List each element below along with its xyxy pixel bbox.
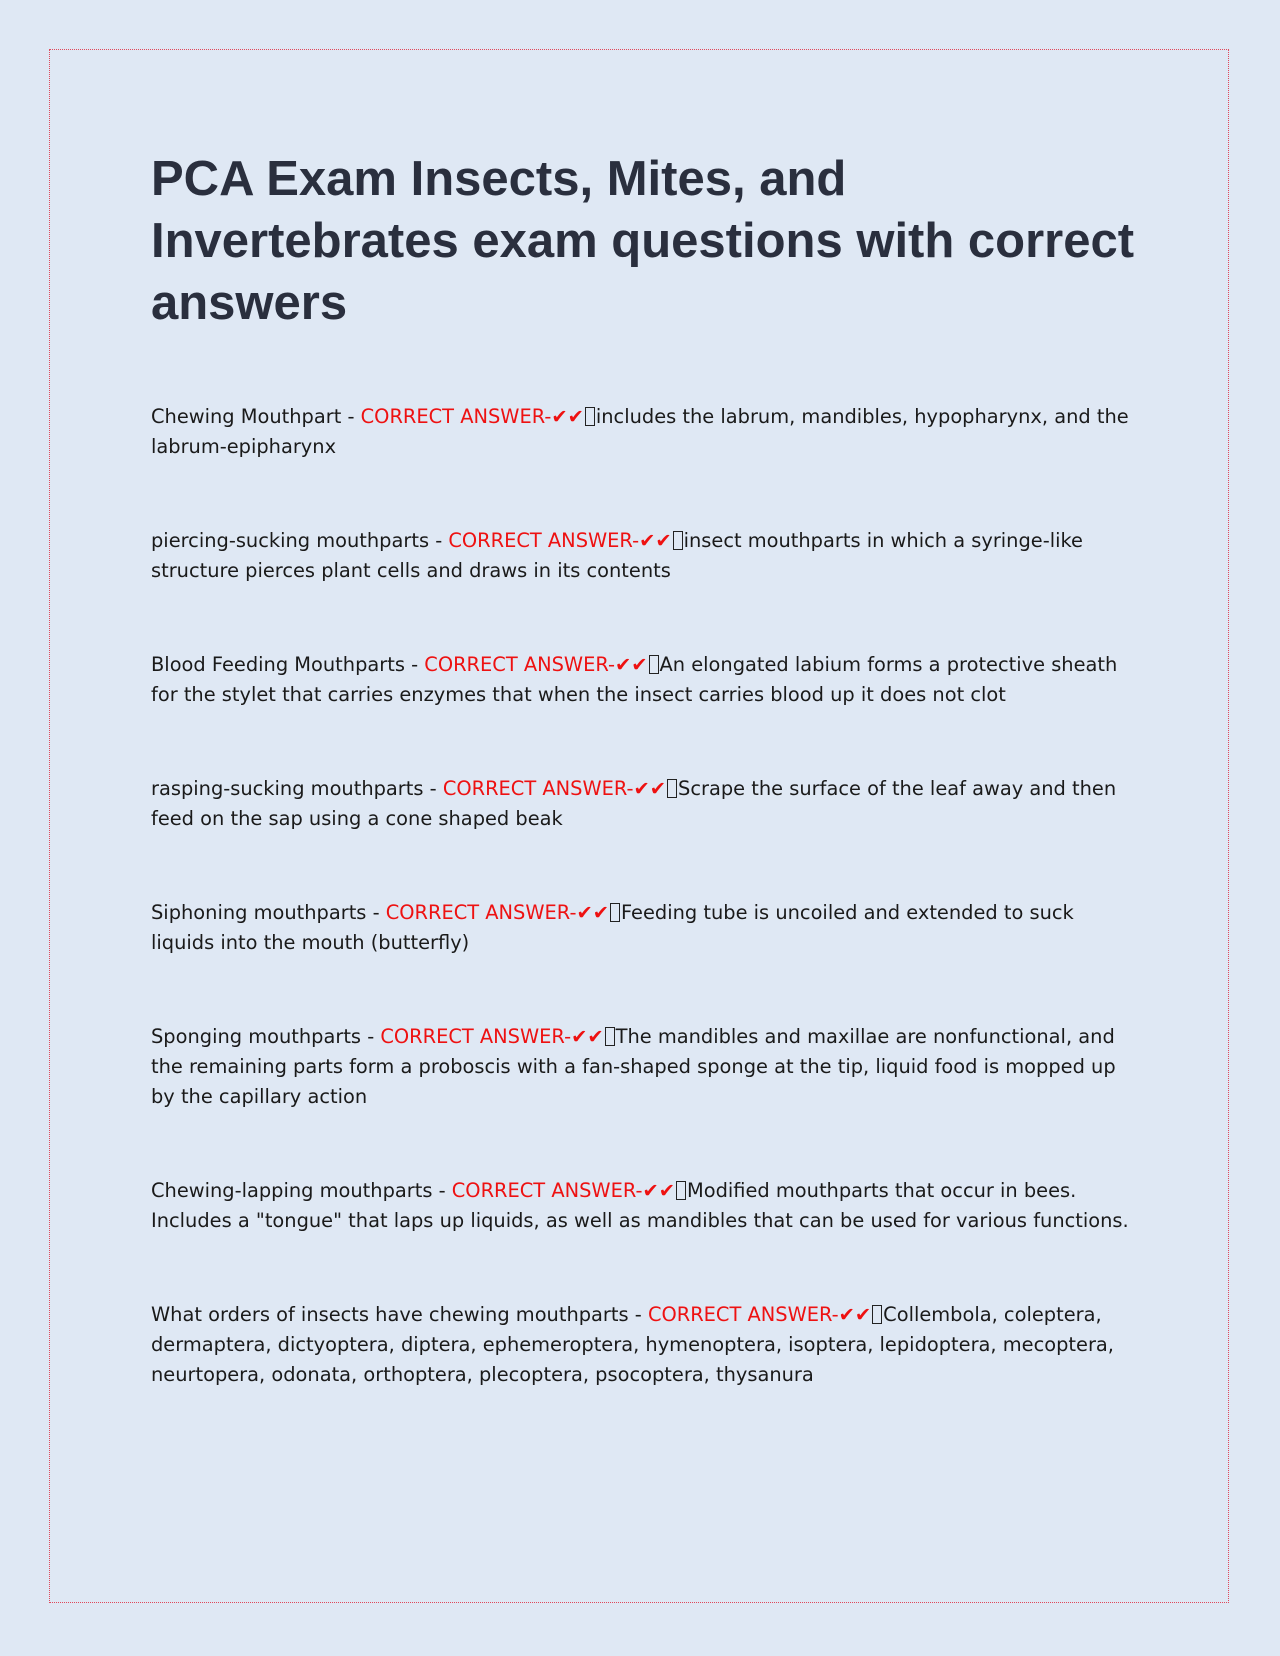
question-text: Siphoning mouthparts -: [151, 901, 386, 924]
qa-item: [151, 1176, 1136, 1236]
answer-text: Collembola, coleptera, dermaptera, dictyoptera, diptera, ephemeroptera, hymenoptera, isoptera, lepidoptera, mecoptera, neurtopera, odonata, orthoptera, plecoptera, psocoptera, thysanura: [151, 1303, 1114, 1386]
document-content: [151, 148, 1136, 1454]
missing-glyph-icon: [610, 903, 620, 922]
question-text: Sponging mouthparts -: [151, 1025, 381, 1048]
missing-glyph-icon: [676, 1181, 686, 1200]
correct-answer-label: CORRECT ANSWER-✔✔: [360, 405, 584, 428]
answer-text: An elongated labium forms a protective sheath for the stylet that carries enzymes that when the insect carries blood up it does not clot: [151, 653, 1118, 706]
missing-glyph-icon: [605, 1027, 615, 1046]
qa-item: [151, 1022, 1136, 1112]
missing-glyph-icon: [649, 655, 659, 674]
answer-text: includes the labrum, mandibles, hypopharynx, and the labrum-epipharynx: [151, 405, 1129, 458]
correct-answer-label: CORRECT ANSWER-✔✔: [442, 777, 667, 800]
missing-glyph-icon: [667, 779, 677, 798]
missing-glyph-icon: [872, 1305, 882, 1324]
question-text: Chewing-lapping mouthparts -: [151, 1179, 452, 1202]
question-text: What orders of insects have chewing mouthparts -: [151, 1303, 648, 1326]
correct-answer-label: CORRECT ANSWER-✔✔: [451, 1179, 675, 1202]
question-text: piercing-sucking mouthparts -: [151, 529, 449, 552]
qa-item: [151, 402, 1136, 462]
answer-text: The mandibles and maxillae are nonfunctional, and the remaining parts form a proboscis with a fan-shaped sponge at the tip, liquid food is mopped up by the capillary action: [151, 1025, 1116, 1108]
qa-item: [151, 650, 1136, 710]
missing-glyph-icon: [585, 407, 595, 426]
correct-answer-label: CORRECT ANSWER-✔✔: [448, 529, 672, 552]
question-text: Chewing Mouthpart -: [151, 405, 361, 428]
correct-answer-label: CORRECT ANSWER-✔✔: [647, 1303, 872, 1326]
qa-item: [151, 526, 1136, 586]
answer-text: Scrape the surface of the leaf away and then feed on the sap using a cone shaped beak: [151, 777, 1117, 830]
correct-answer-label: CORRECT ANSWER-✔✔: [380, 1025, 604, 1048]
document-title: PCA Exam Insects, Mites, and Invertebrates exam questions with correct answers: [151, 152, 1135, 330]
qa-list: [151, 402, 1136, 1390]
question-text: rasping-sucking mouthparts -: [151, 777, 443, 800]
qa-item: [151, 898, 1136, 958]
qa-item: [151, 774, 1136, 834]
correct-answer-label: CORRECT ANSWER-✔✔: [385, 901, 609, 924]
missing-glyph-icon: [673, 531, 683, 550]
qa-item: [151, 1300, 1136, 1390]
answer-text: Feeding tube is uncoiled and extended to suck liquids into the mouth (butterfly): [151, 901, 1074, 954]
answer-text: Modified mouthparts that occur in bees. Includes a "tongue" that laps up liquids, as well as mandibles that can be used for various functions.: [151, 1179, 1129, 1232]
correct-answer-label: CORRECT ANSWER-✔✔: [424, 653, 648, 676]
question-text: Blood Feeding Mouthparts -: [151, 653, 425, 676]
answer-text: insect mouthparts in which a syringe-like structure pierces plant cells and draws in its contents: [151, 529, 1083, 582]
